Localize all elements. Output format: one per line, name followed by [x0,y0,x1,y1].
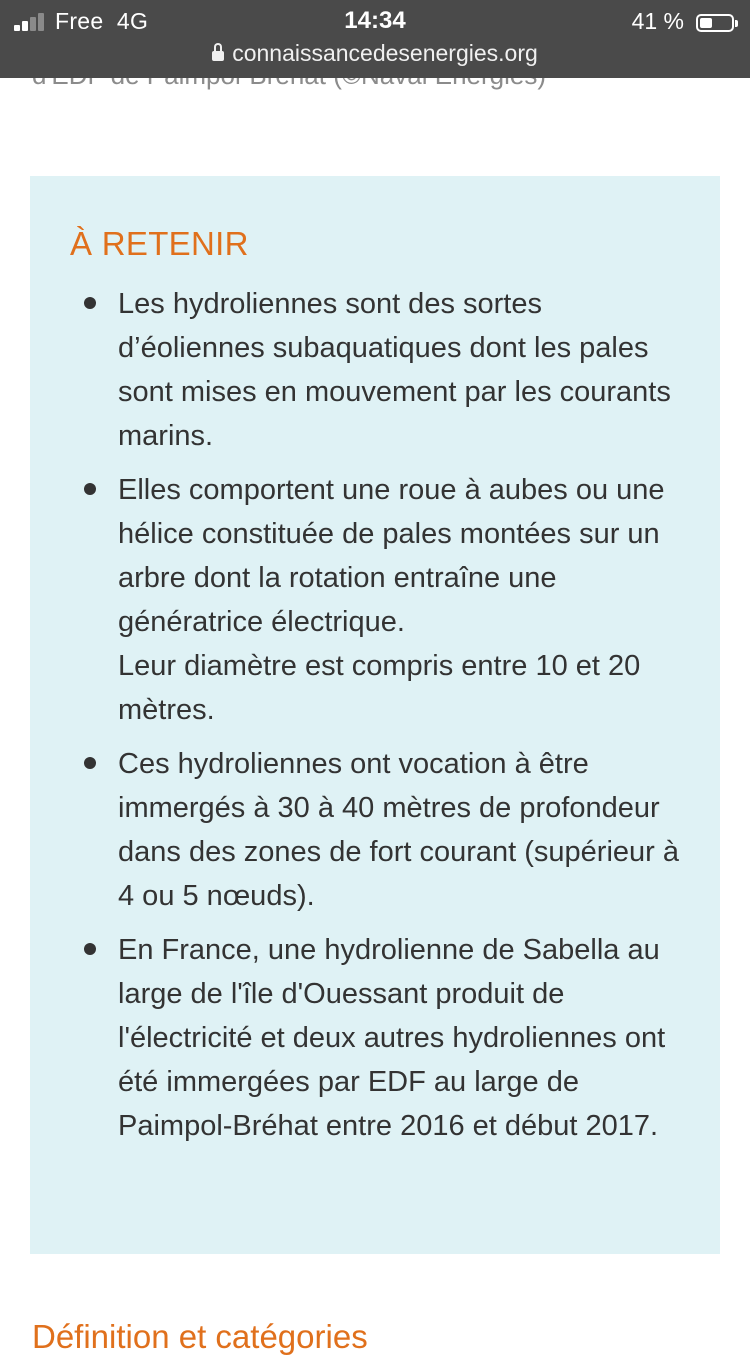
key-points-list [70,282,680,1148]
key-point-text: Elles comportent une roue à aubes ou une hélice constituée de pales montées sur un arbre dont la rotation entraîne une génératrice électrique. [118,474,665,638]
browser-top-bar [0,0,750,78]
url-text: connaissancedesenergies.org [232,40,538,66]
key-point-item [70,468,680,732]
key-point-item [70,282,680,458]
battery-icon [696,14,734,32]
status-bar [0,6,750,36]
battery-level [700,18,712,28]
key-points-box [30,176,720,1254]
network-type: 4G [116,8,149,34]
key-point-item [70,742,680,918]
clock: 14:34 [344,7,406,34]
key-point-text: Les hydroliennes sont des sortes d’éoliennes subaquatiques dont les pales sont mises en mouvement par les courants marins. [118,288,671,452]
address-bar[interactable] [0,40,750,67]
key-point-text: Leur diamètre est compris entre 10 et 20 mètres. [118,650,641,726]
key-point-text: Ces hydroliennes ont vocation à être immergés à 30 à 40 mètres de profondeur dans des zones de fort courant (supérieur à 4 ou 5 nœuds). [118,748,679,912]
section-heading: Définition et catégories [32,1318,368,1355]
carrier-name: Free [55,8,104,34]
battery-percent: 41 % [631,8,684,34]
key-point-text: En France, une hydrolienne de Sabella au large de l'île d'Ouessant produit de l'électricité et deux autres hydroliennes ont été immergées par EDF au large de Paimpol-Bréhat entre 2016 et début 2017. [118,934,666,1142]
key-points-title: À RETENIR [70,225,249,262]
key-point-item [70,928,680,1148]
lock-icon [212,51,224,61]
